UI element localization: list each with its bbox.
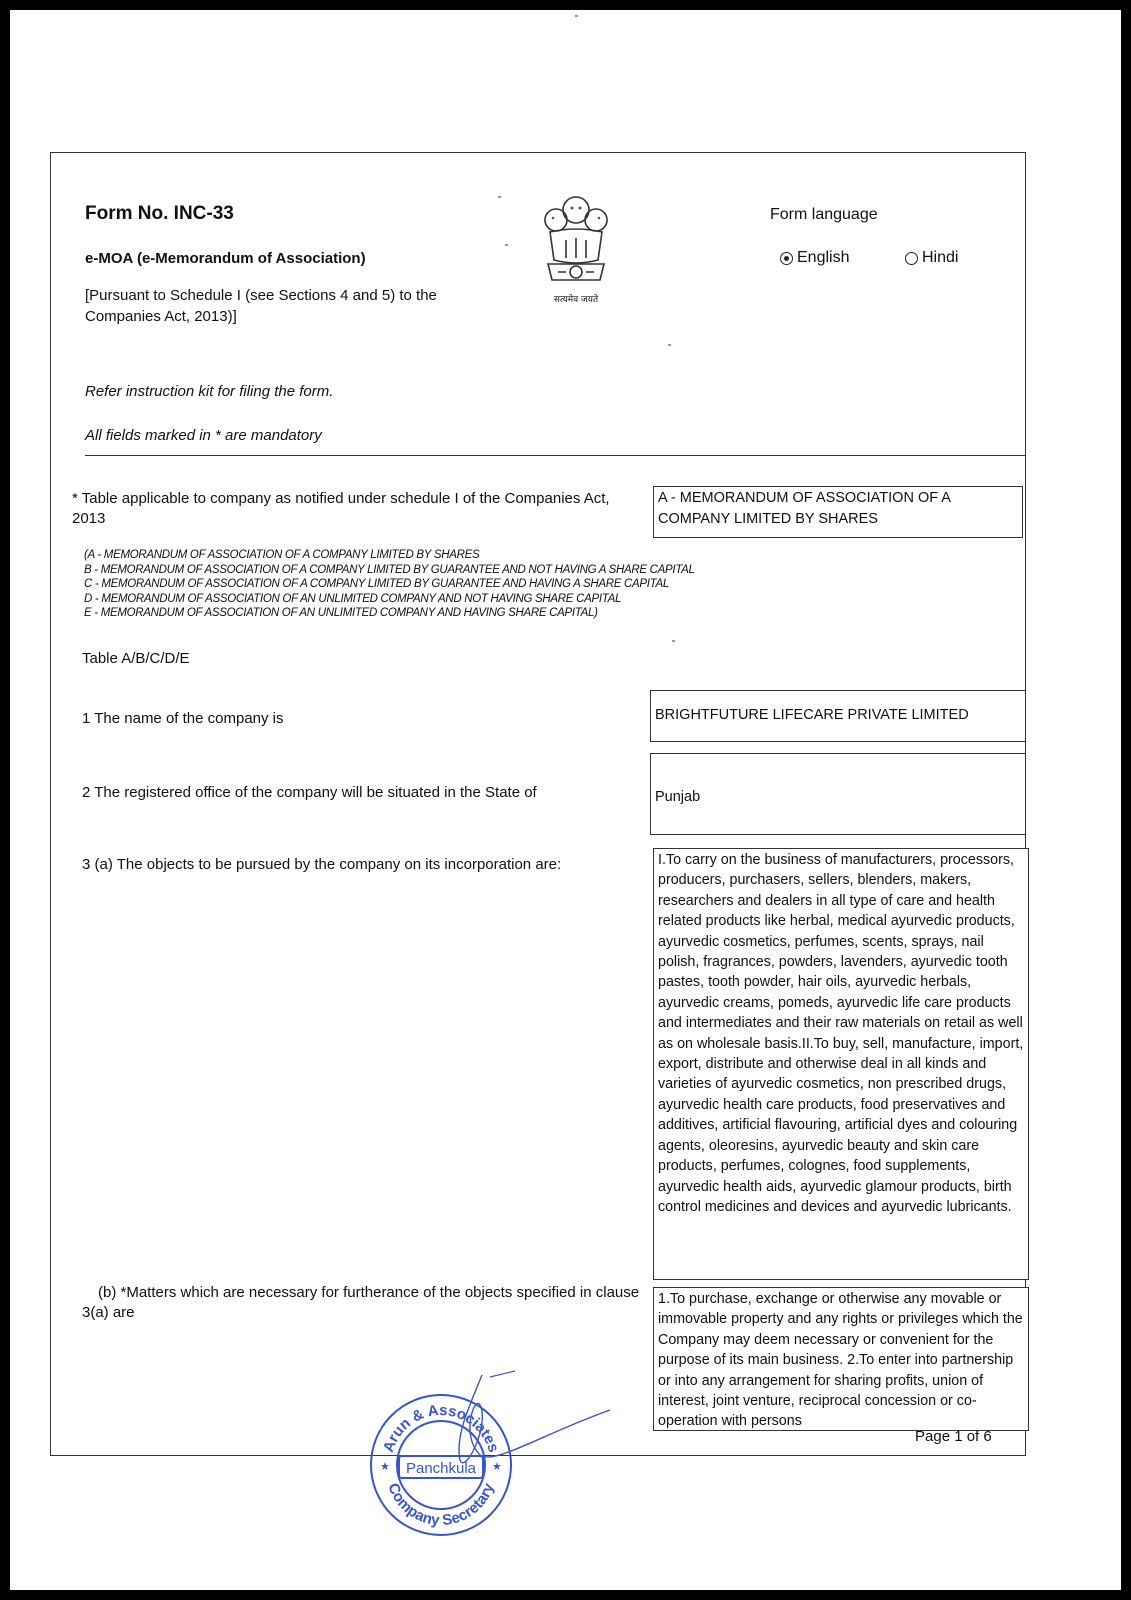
language-hindi-label: Hindi [922,249,959,266]
svg-text:Arun & Associates: Arun & Associates [379,1401,503,1455]
page-number: Page 1 of 6 [915,1428,992,1445]
pursuant-note: [Pursuant to Schedule I (see Sections 4 and 5) to the Companies Act, 2013)] [85,287,437,325]
table-applicable-field[interactable]: A - MEMORANDUM OF ASSOCIATION OF A COMPANY LIMITED BY SHARES [653,486,1023,538]
svg-text:Company Secretary: Company Secretary [384,1480,498,1530]
instruction-note: Refer instruction kit for filing the form. [85,383,334,400]
form-language-label: Form language [770,206,878,223]
divider [85,455,1025,456]
language-english-radio[interactable] [780,249,849,267]
national-emblem-icon [536,188,616,313]
legend-line: C - MEMORANDUM OF ASSOCIATION OF A COMPANY LIMITED BY GUARANTEE AND HAVING A SHARE CAPITAL [84,578,669,591]
company-name-label: 1 The name of the company is [82,710,284,727]
table-legend [84,548,695,621]
registered-state-label: 2 The registered office of the company will be situated in the State of [82,784,537,801]
svg-text:★: ★ [380,1461,390,1473]
emblem-motto: सत्यमेव जयते [553,295,599,305]
matters-label: (b) *Matters which are necessary for furtherance of the objects specified in clause 3(a) are [82,1284,640,1321]
radio-unselected-icon [905,252,918,265]
language-english-label: English [797,249,850,266]
form-subtitle: e-MOA (e-Memorandum of Association) [85,250,366,267]
signature [420,1365,620,1485]
matters-field[interactable]: 1.To purchase, exchange or otherwise any movable or immovable property and any rights or privileges which the Company may deem necessary or convenient for the purpose of its main business. 2.To enter into partnership or into any arrangement for sharing profits, union of interest, joint venture, reciprocal concession or co-operation with persons [653,1287,1029,1431]
mandatory-note: All fields marked in * are mandatory [85,427,322,444]
legend-line: D - MEMORANDUM OF ASSOCIATION OF AN UNLIMITED COMPANY AND NOT HAVING SHARE CAPITAL [84,592,622,605]
svg-text:Panchkula: Panchkula [405,1460,477,1477]
form-number: Form No. INC-33 [85,203,234,224]
legend-line: (A - MEMORANDUM OF ASSOCIATION OF A COMPANY LIMITED BY SHARES [84,549,480,561]
svg-text:★: ★ [492,1461,502,1473]
objects-field[interactable]: I.To carry on the business of manufacturers, processors, producers, purchasers, sellers, blenders, makers, researchers and dealers in all type of care and health related products like herbal, medical ayurvedic products, ayurvedic cosmetics, perfumes, scents, sprays, nail polish, fragrances, powders, lavenders, ayurvedic tooth pastes, tooth powder, hair oils, ayurvedic herbals, ayurvedic creams, pomeds, ayurvedic life care products and intermediates and their raw materials on retail as well as on wholesale basis.II.To buy, sell, manufacture, import, export, distribute and otherwise deal in all kinds and varieties of ayurvedic cosmetics, non prescribed drugs, ayurvedic health care products, food preservatives and additives, artificial flavouring, artificial dyes and colouring agents, oleoresins, ayurvedic beauty and skin care products, perfumes, colognes, food supplements, ayurvedic health aids, ayurvedic glamour products, birth control medicines and devices and ayurvedic lubricants. [653,848,1029,1280]
table-label: Table A/B/C/D/E [82,650,190,667]
company-name-field[interactable]: BRIGHTFUTURE LIFECARE PRIVATE LIMITED [650,690,1026,742]
scan-speck [575,15,578,17]
language-hindi-radio[interactable] [905,249,958,267]
legend-line: B - MEMORANDUM OF ASSOCIATION OF A COMPANY LIMITED BY GUARANTEE AND NOT HAVING A SHARE CAPITAL [84,563,695,576]
legend-line: E - MEMORANDUM OF ASSOCIATION OF AN UNLIMITED COMPANY AND HAVING SHARE CAPITAL) [84,607,598,620]
objects-label: 3 (a) The objects to be pursued by the company on its incorporation are: [82,856,562,873]
registered-state-field[interactable]: Punjab [650,753,1026,835]
table-applicable-label: * Table applicable to company as notified under schedule I of the Companies Act, 2013 [72,490,610,527]
radio-selected-icon [780,252,793,265]
